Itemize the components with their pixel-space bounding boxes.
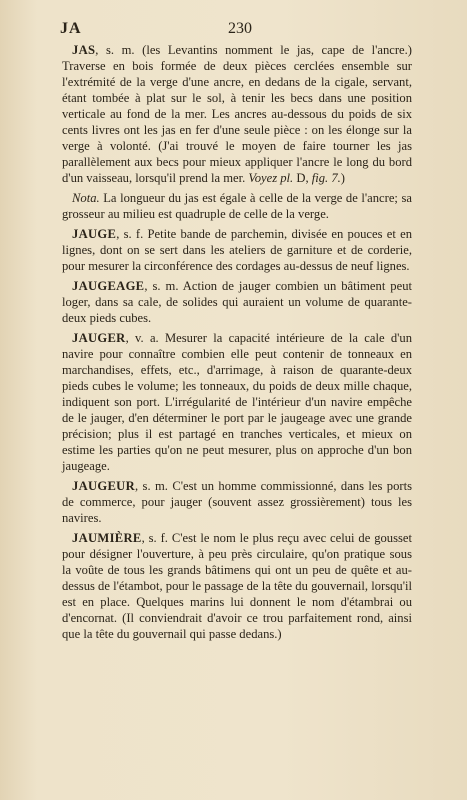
headword: JAUGEAGE bbox=[72, 279, 145, 293]
definition: Petite bande de parchemin, divisée en pouces et en lignes, dont on se sert dans les ateliers de garniture et de corderie, pour mesurer la circonférence des cordages au-dessus de neuf lignes. bbox=[62, 227, 412, 273]
entry-jaumiere bbox=[62, 530, 412, 642]
nota-label: Nota. bbox=[72, 191, 100, 205]
entry-jaugeur bbox=[62, 478, 412, 526]
part-of-speech: , v. a. bbox=[125, 331, 159, 345]
body-text bbox=[62, 42, 412, 646]
entry-nota bbox=[62, 190, 412, 222]
part-of-speech: , s. m. bbox=[95, 43, 135, 57]
page-header bbox=[60, 20, 427, 40]
headword: JAS bbox=[72, 43, 96, 57]
headword: JAUGEUR bbox=[72, 479, 135, 493]
definition: (les Levantins nomment le jas, cape de l'ancre.) Traverse en bois formée de deux pièces cerclées ensemble sur l'extrémité de la verge d'une ancre, en dedans de la cigale, servant, étant tombée à plat sur le sol, à tenir les becs dans une position verticale au fond de la mer. Les ancres au-dessous du poids de six cents livres ont les jas en fer d'une seule pièce : on les élonge sur la verge à volonté. (J'ai trouvé le moyen de faire tourner les jas parallèlement aux becs pour mieux appliquer l'ancre le long du bord d'un vaisseau, lorsqu'il prend la mer. bbox=[62, 43, 412, 185]
running-head: JA bbox=[60, 20, 82, 37]
part-of-speech: , s. f. bbox=[116, 227, 144, 241]
definition: C'est un homme commissionné, dans les ports de commerce, pour jauger (souvent assez grossièrement) tous les navires. bbox=[62, 479, 412, 525]
entry-jauge bbox=[62, 226, 412, 274]
entry-jas bbox=[62, 42, 412, 186]
part-of-speech: , s. m. bbox=[134, 479, 168, 493]
headword: JAUGE bbox=[72, 227, 117, 241]
part-of-speech: , s. m. bbox=[144, 279, 179, 293]
definition: Action de jauger combien un bâtiment peut loger, dans sa cale, de solides qui auraient un volume de quarante-deux pieds cubes. bbox=[62, 279, 412, 325]
headword: JAUGER bbox=[72, 331, 126, 345]
reference: Voyez pl. bbox=[248, 171, 294, 185]
definition: C'est le nom le plus reçu avec celui de gousset pour désigner l'ouverture, à peu près circulaire, qu'on pratique sous la voûte de tous les grands bâtimens qui ont un peu de quête et au-dessus de l'étambot, pour le passage de la tête du gouvernail, lorsqu'il est en place. Quelques marins lui donnent le nom d'étambrai ou d'encornat. (Il conviendrait d'avoir ce trou parfaitement rond, ainsi que la tête du gouvernail qui passe dedans.) bbox=[62, 531, 412, 641]
reference-figure: fig. 7. bbox=[311, 171, 341, 185]
definition: La longueur du jas est égale à celle de la verge de l'ancre; sa grosseur au milieu est quadruple de celle de la verge. bbox=[62, 191, 412, 221]
reference-plate: D, bbox=[293, 171, 312, 185]
entry-jauger bbox=[62, 330, 412, 474]
part-of-speech: , s. f. bbox=[141, 531, 168, 545]
headword: JAUMIÈRE bbox=[72, 531, 142, 545]
closing-paren: ) bbox=[340, 171, 345, 185]
definition: Mesurer la capacité intérieure de la cale d'un navire pour connaître combien elle peut contenir de tonneaux en marchandises, effets, etc., d'arrimage, à raison de quarante-deux pieds cubes le volume; les tonneaux, du poids de deux mille chaque, indiquent son port. L'irrégularité de l'intérieur d'un navire empêche de le jauger, d'en déterminer le port par le jaugeage avec une grande précision; plus il est partagé en tranches verticales, et mieux on estime les parties qu'on ne peut mesurer, plus on approche d'un bon jaugeage. bbox=[62, 331, 412, 473]
page-number: 230 bbox=[228, 20, 252, 37]
entry-jaugeage bbox=[62, 278, 412, 326]
